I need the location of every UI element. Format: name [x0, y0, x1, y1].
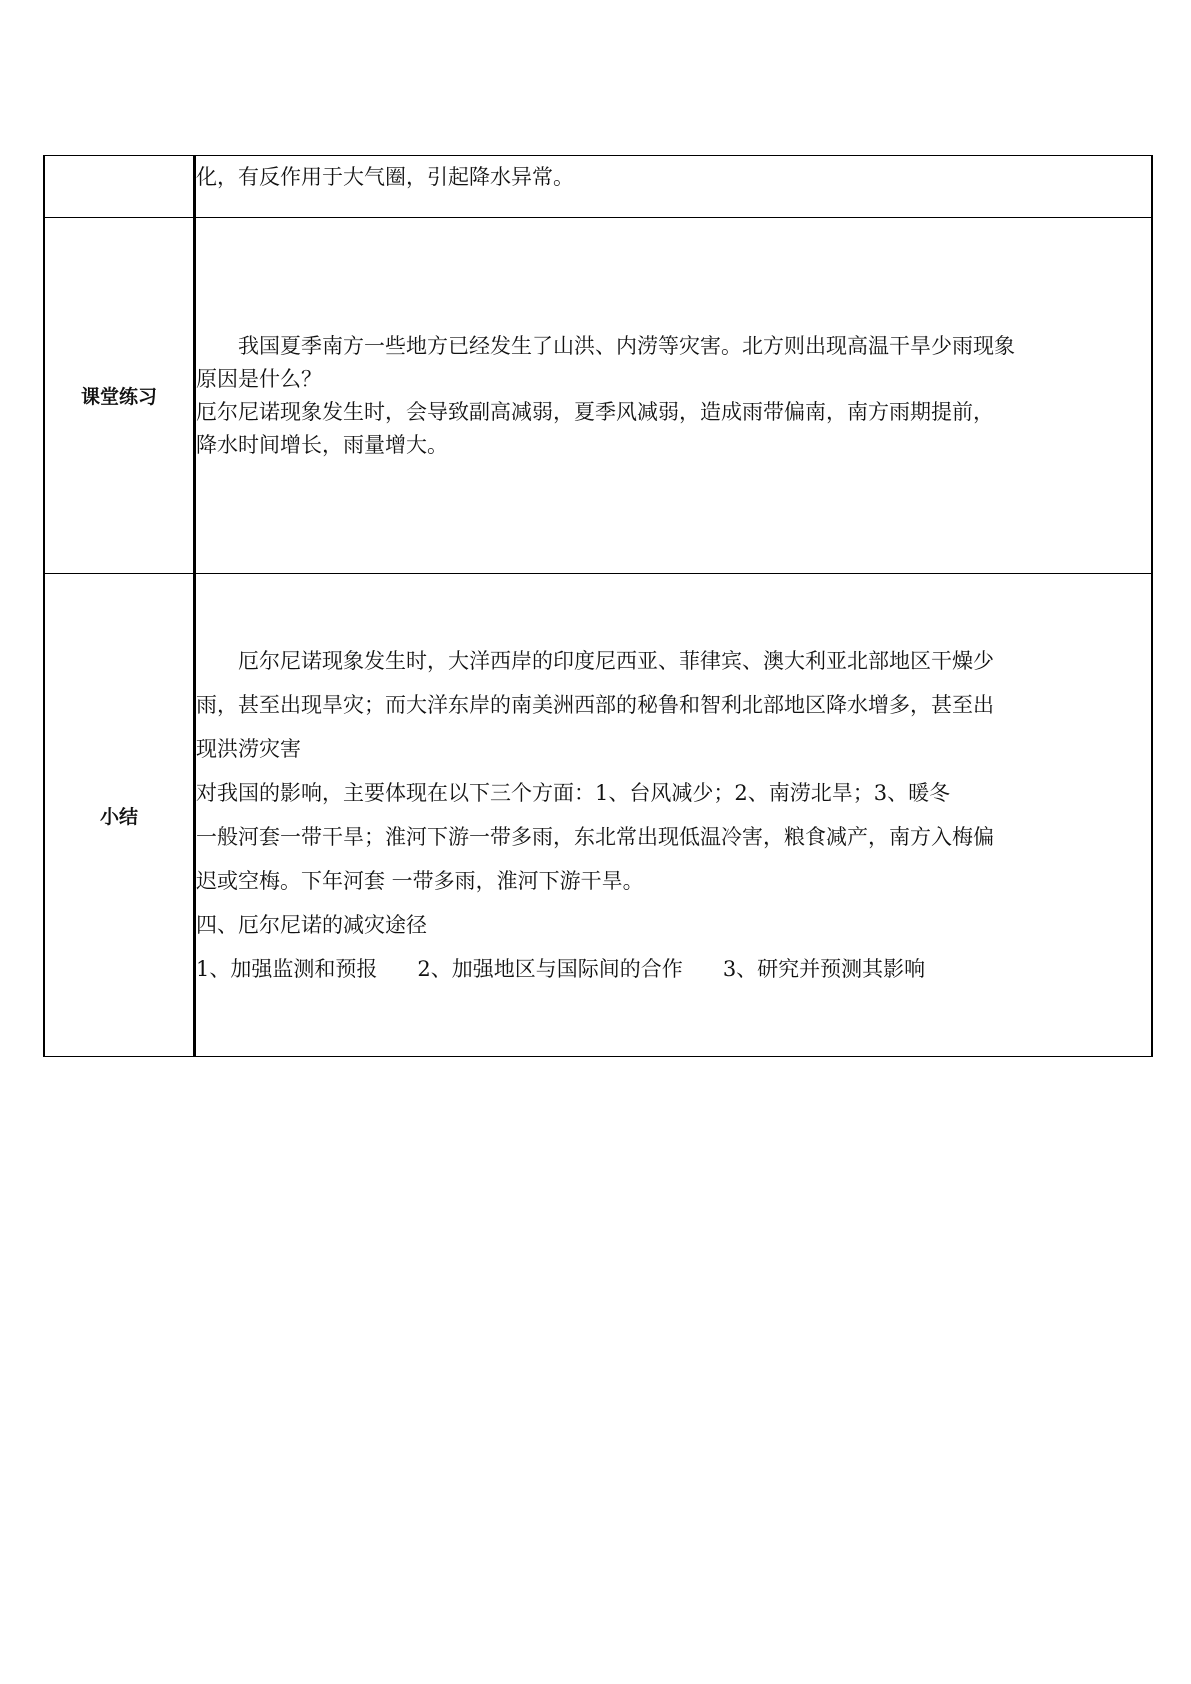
content-line: 四、厄尔尼诺的减灾途径: [196, 913, 427, 937]
content-line: 一般河套一带干旱；淮河下游一带多雨，东北常出现低温冷害，粮食减产，南方入梅偏: [196, 825, 994, 849]
content-line: 迟或空梅。下年河套 一带多雨，淮河下游干旱。: [196, 869, 644, 893]
row-label-classroom-practice: 课堂练习: [44, 218, 195, 574]
content-line: 降水时间增长，雨量增大。: [196, 432, 448, 457]
row-content: [195, 574, 1153, 1057]
content-line: 厄尔尼诺现象发生时，会导致副高减弱，夏季风减弱，造成雨带偏南，南方雨期提前，: [196, 399, 994, 424]
content-line: 对我国的影响，主要体现在以下三个方面：1、台风减少；2、南涝北旱；3、暖冬: [196, 781, 951, 805]
content-line: 厄尔尼诺现象发生时，大洋西岸的印度尼西亚、菲律宾、澳大利亚北部地区干燥少: [238, 649, 994, 673]
row-label-summary: 小结: [44, 574, 195, 1057]
content-line: 雨，甚至出现旱灾；而大洋东岸的南美洲西部的秘鲁和智利北部地区降水增多，甚至出: [196, 693, 994, 717]
table-row: [44, 156, 1152, 218]
row-label-empty: [44, 156, 195, 218]
content-line: 原因是什么？: [196, 366, 322, 391]
lesson-plan-table: [43, 155, 1153, 1057]
row-content: [195, 218, 1153, 574]
row-content: [195, 156, 1153, 218]
table-row: [44, 218, 1152, 574]
table-row: [44, 574, 1152, 1057]
content-line: 化，有反作用于大气圈，引起降水异常。: [196, 165, 574, 189]
content-line: 1、加强监测和预报 2、加强地区与国际间的合作 3、研究并预测其影响: [196, 957, 926, 981]
content-line: 现洪涝灾害: [196, 737, 301, 761]
content-line: 我国夏季南方一些地方已经发生了山洪、内涝等灾害。北方则出现高温干旱少雨现象: [238, 333, 1015, 358]
